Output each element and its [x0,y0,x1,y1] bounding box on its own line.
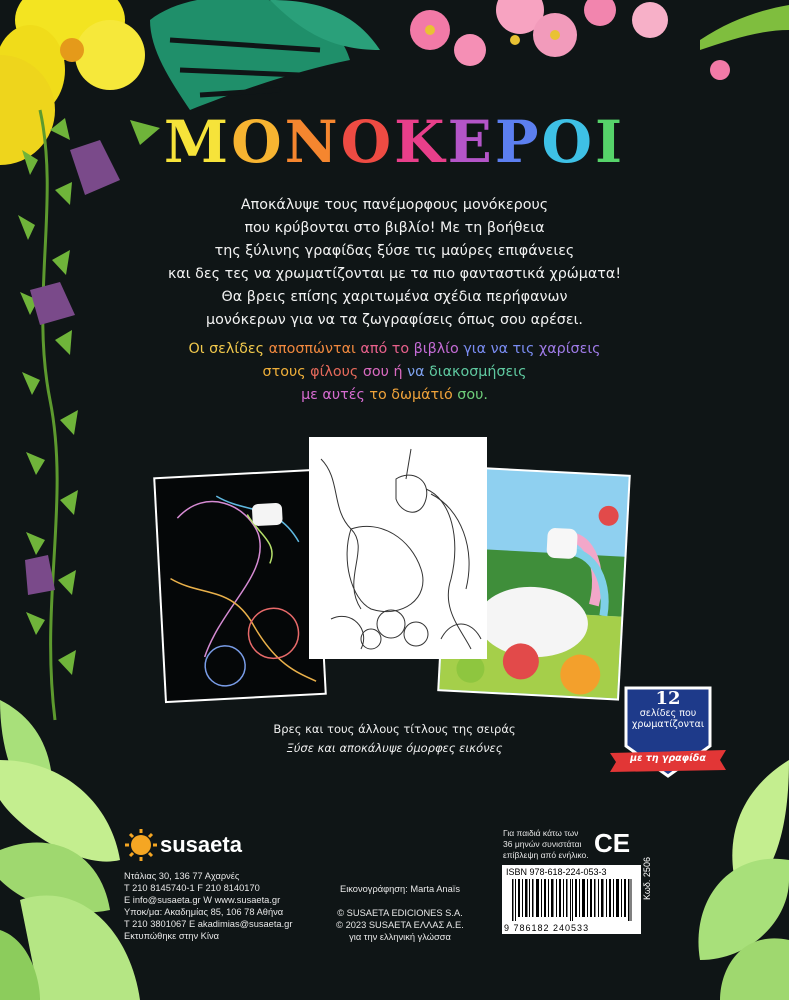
colored-line [120,338,669,361]
address-line: Τ 210 8145740-1 F 210 8140170 [124,883,260,893]
title-letter: Ι [594,108,626,176]
description-line: και δες τες να χρωματίζονται με τα πιο φανταστικά χρώματα! [167,266,622,282]
address-line: E info@susaeta.gr W www.susaeta.gr [124,895,281,905]
product-code: Κωδ. 2506 [642,857,652,900]
badge-number: 12 [655,688,681,709]
colored-word: από το [360,341,414,357]
book-title [0,108,789,176]
colored-word: Οι σελίδες [188,341,269,357]
copyright-line: © 2023 SUSAETA ΕΛΛΑΣ Α.Ε. [336,920,464,930]
colored-word: διακοσμήσεις [429,364,527,380]
title-letter: Ο [541,108,595,176]
colored-line [120,361,669,384]
title-letter: Ε [447,108,495,176]
description [150,194,639,332]
leaf-icon [0,700,140,1000]
ce-mark-icon: CE [594,828,631,858]
barcode-box [502,865,641,934]
barcode-number: 9 786182 240533 [504,923,590,933]
publisher-logo: susaeta [160,832,242,857]
age-warning-line: επίβλεψη από ενήλικο. [503,850,589,860]
colored-word: να [407,364,430,380]
age-warning-line: Για παιδιά κάτω των [503,828,579,838]
description-line: της ξύλινης γραφίδας ξύσε τις μαύρες επιφάνειες [214,243,575,259]
title-letter: Ν [284,108,341,176]
pink-blossom-icon [410,0,730,80]
badge-ribbon-text: με τη γραφίδα [630,753,706,764]
title-letter: Κ [394,108,448,176]
colored-word: σου. [457,387,488,403]
colored-word: βιβλίο [413,341,464,357]
description-line: μονόκερων για να τα ζωγραφίσεις όπως σου αρέσει. [206,312,583,328]
isbn: ISBN 978-618-224-053-3 [506,867,607,877]
series-line: Βρες και τους άλλους τίτλους της σειράς [273,722,516,736]
series-info [200,720,589,758]
leaf-icon [698,760,789,1000]
description-line: που κρύβονται στο βιβλίο! Με τη βοήθεια [244,220,545,236]
colored-word: με αυτές [301,387,370,403]
colored-word: αποσπώνται [268,341,361,357]
badge-text [620,690,716,730]
address-line: Ντάλιας 30, 136 77 Αχαρνές [124,871,240,881]
publisher-address [124,870,292,942]
address-line: Υποκ/μα: Ακαδημίας 85, 106 78 Αθήνα [124,907,284,917]
badge-line: σελίδες που [639,708,697,719]
badge-line: χρωματίζονται [631,719,705,730]
series-subtitle: Ξύσε και αποκάλυψε όμορφες εικόνες [286,741,503,755]
bellflower-icon [25,140,120,595]
colored-text [120,338,669,407]
colored-word: στους [262,364,311,380]
age-warning-line: 36 μηνών συνιστάται [503,839,582,849]
copyright-line: © SUSAETA EDICIONES S.A. [337,908,463,918]
description-line: Θα βρεις επίσης χαριτωμένα σχέδια περήφανων [221,289,568,305]
sun-logo-icon [124,828,158,862]
title-letter: Ο [231,108,285,176]
scratch-page-preview [155,471,324,701]
barcode-icon [512,879,632,921]
copyright-line: για την ελληνική γλώσσα [349,932,451,942]
address-line: Τ 210 3801067 E akadimias@susaeta.gr [124,919,293,929]
title-letter: Ρ [494,108,542,176]
title-letter: Ο [340,108,395,176]
unicorn-line-art-page-preview [311,439,485,657]
colored-word: σου ή [362,364,408,380]
address-line: Εκτυπώθηκε στην Κίνα [124,931,219,941]
illustration-credit: Εικονογράφηση: Marta Anaïs [340,884,460,894]
colored-word: χαρίσεις [538,341,601,357]
copyright [310,907,490,943]
colored-word: το δωμάτιό [369,387,458,403]
title-letter: Μ [163,108,232,176]
colored-line [120,384,669,407]
description-line: Αποκάλυψε τους πανέμορφους μονόκερους [240,197,549,213]
colored-word: για να τις [463,341,539,357]
age-warning [503,828,589,861]
colored-word: φίλους [310,364,363,380]
